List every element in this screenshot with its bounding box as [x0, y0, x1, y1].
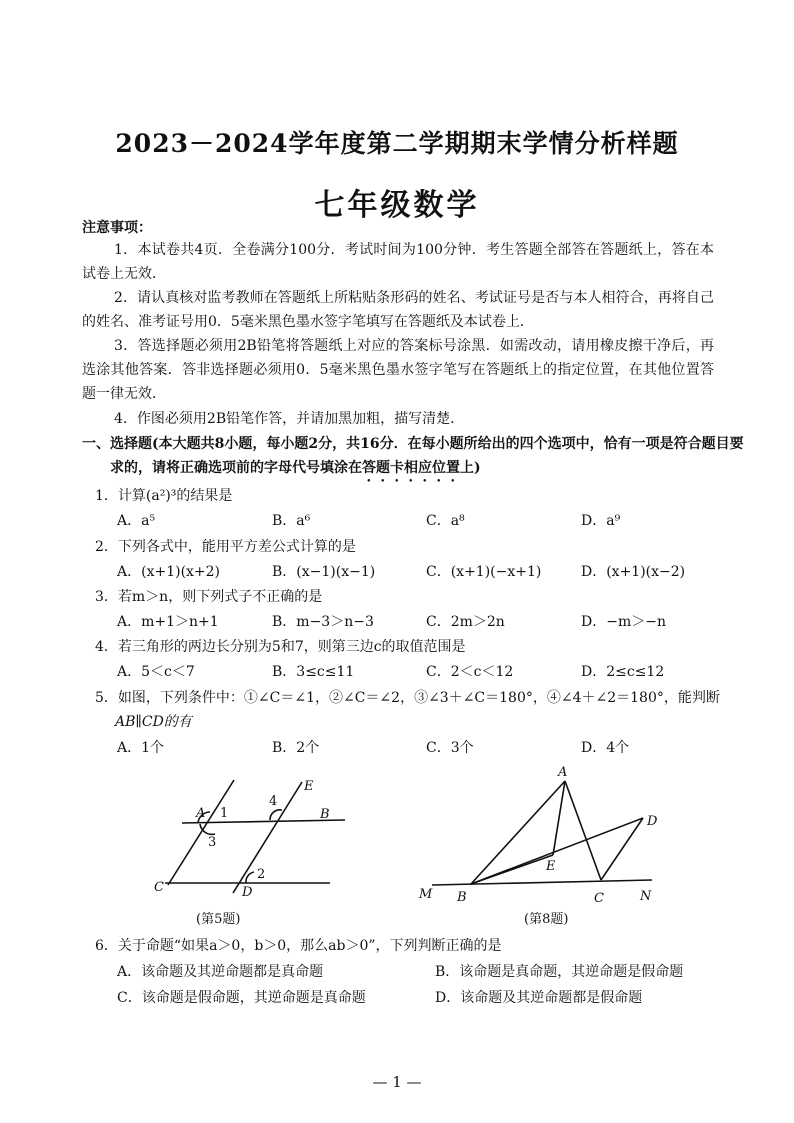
question-2-stem: 2．下列各式中，能用平方差公式计算的是 [95, 539, 356, 555]
fig5-label-a: A [196, 806, 206, 821]
section-heading-end: 上) [460, 460, 481, 476]
fig8-caption: (第8题) [524, 912, 569, 927]
q6-option-d: D．该命题及其逆命题都是假命题 [435, 990, 643, 1006]
question-1-stem: 1．计算(a²)³的结果是 [95, 488, 233, 504]
q2-option-c: C．(x+1)(−x+1) [426, 564, 542, 580]
fig5-label-1: 1 [220, 806, 229, 821]
q4-option-b: B．3≤c≤11 [272, 664, 355, 680]
fig8-label-m: M [419, 887, 433, 902]
fig8-label-e: E [546, 859, 556, 874]
note-item: 1．本试卷共4页．全卷满分100分．考试时间为100分钟．考生答题全部答在答题纸上，答在本试卷上无效． [82, 242, 714, 282]
q3-option-b: B．m−3＞n−3 [272, 614, 374, 630]
fig5-label-b: B [320, 807, 330, 822]
fig5-line-ac [168, 780, 234, 885]
question-5-stem-line1: 5．如图，下列条件中：①∠C＝∠1，②∠C＝∠2，③∠3＋∠C＝180°，④∠4＋∠2＝180°，能判断 [95, 690, 720, 706]
q6-option-b: B．该命题是真命题，其逆命题是假命题 [435, 964, 684, 980]
fig8-line-cd [601, 818, 643, 880]
fig8-line-mn [432, 880, 652, 885]
fig8-label-b: B [457, 890, 467, 905]
fig5-label-3: 3 [208, 835, 217, 850]
question-4-stem: 4．若三角形的两边长分别为5和7，则第三边c的取值范围是 [95, 639, 466, 655]
q1-option-d: D．a⁹ [581, 513, 621, 529]
q1-option-b: B．a⁶ [272, 513, 311, 529]
fig5-label-2: 2 [257, 867, 266, 882]
q2-option-b: B．(x−1)(x−1) [272, 564, 376, 580]
note-item: 2．请认真核对监考教师在答题纸上所粘贴条形码的姓名、考试证号是否与本人相符合，再将自己的姓名、准考证号用0．5毫米黑色墨水签字笔填写在答题纸及本试卷上． [82, 290, 714, 330]
note-item: 4．作图必须用2B铅笔作答，并请加黑加粗，描写清楚． [114, 411, 465, 427]
q5-option-a: A．1个 [117, 740, 165, 756]
exam-title: 2023－2024学年度第二学期期末学情分析样题 [115, 129, 679, 158]
q3-option-c: C．2m＞2n [426, 614, 505, 630]
page-number: — 1 — [372, 1073, 422, 1091]
fig5-label-c: C [154, 880, 164, 895]
exam-subtitle: 七年级数学 [314, 188, 480, 223]
q4-option-c: C．2＜c＜12 [426, 664, 514, 680]
fig5-label-4: 4 [269, 794, 278, 809]
fig8-label-d: D [647, 814, 658, 829]
q2-option-d: D．(x+1)(x−2) [581, 564, 686, 580]
note-item: 3．答选择题必须用2B铅笔将答题纸上对应的答案标号涂黑．如需改动，请用橡皮擦干净后，再选涂其他答案．答非选择题必须用0．5毫米黑色墨水签字笔写在答题纸上的指定位置，在其他位置答题一律无效． [82, 338, 714, 402]
q3-option-d: D．−m＞−n [581, 614, 666, 630]
q5-option-c: C．3个 [426, 740, 474, 756]
fig5-label-d: D [242, 885, 253, 900]
question-3-stem: 3．若m＞n，则下列式子不正确的是 [95, 589, 323, 605]
q4-option-d: D．2≤c≤12 [581, 664, 665, 680]
section-heading-emphasis: 答题卡相应位置 [362, 460, 460, 476]
q6-option-a: A．该命题及其逆命题都是真命题 [117, 964, 324, 980]
q1-option-c: C．a⁸ [426, 513, 465, 529]
fig8-label-c: C [594, 891, 604, 906]
fig5-label-e: E [304, 779, 314, 794]
q2-option-a: A．(x+1)(x+2) [117, 564, 221, 580]
fig5-line-de [233, 782, 302, 893]
q5-option-d: D．4个 [581, 740, 630, 756]
question-5-stem-line2: AB∥CD的有 [115, 714, 192, 730]
fig8-line-ac [565, 781, 601, 880]
q4-option-a: A．5＜c＜7 [117, 664, 195, 680]
fig5-angle-arc-2 [246, 872, 254, 883]
notes-heading: 注意事项： [82, 220, 152, 236]
fig8-label-a: A [558, 765, 568, 780]
q5-option-b: B．2个 [272, 740, 320, 756]
fig5-caption: (第5题) [196, 912, 241, 927]
q1-option-a: A．a⁵ [117, 513, 156, 529]
q3-option-a: A．m+1＞n+1 [117, 614, 219, 630]
q6-option-c: C．该命题是假命题，其逆命题是真命题 [117, 990, 366, 1006]
section-heading-start: 一、选择题(本大题共8小题，每小题2分，共16分．在每小题所给出的四个选项中，恰有一项是符合题目要求的，请将正确选项前的字母代号填涂在 [82, 436, 744, 476]
fig5-angle-arc-3 [200, 824, 215, 834]
question-6-stem: 6．关于命题“如果a＞0，b＞0，那么ab＞0”，下列判断正确的是 [95, 938, 502, 954]
fig8-label-n: N [640, 889, 652, 904]
